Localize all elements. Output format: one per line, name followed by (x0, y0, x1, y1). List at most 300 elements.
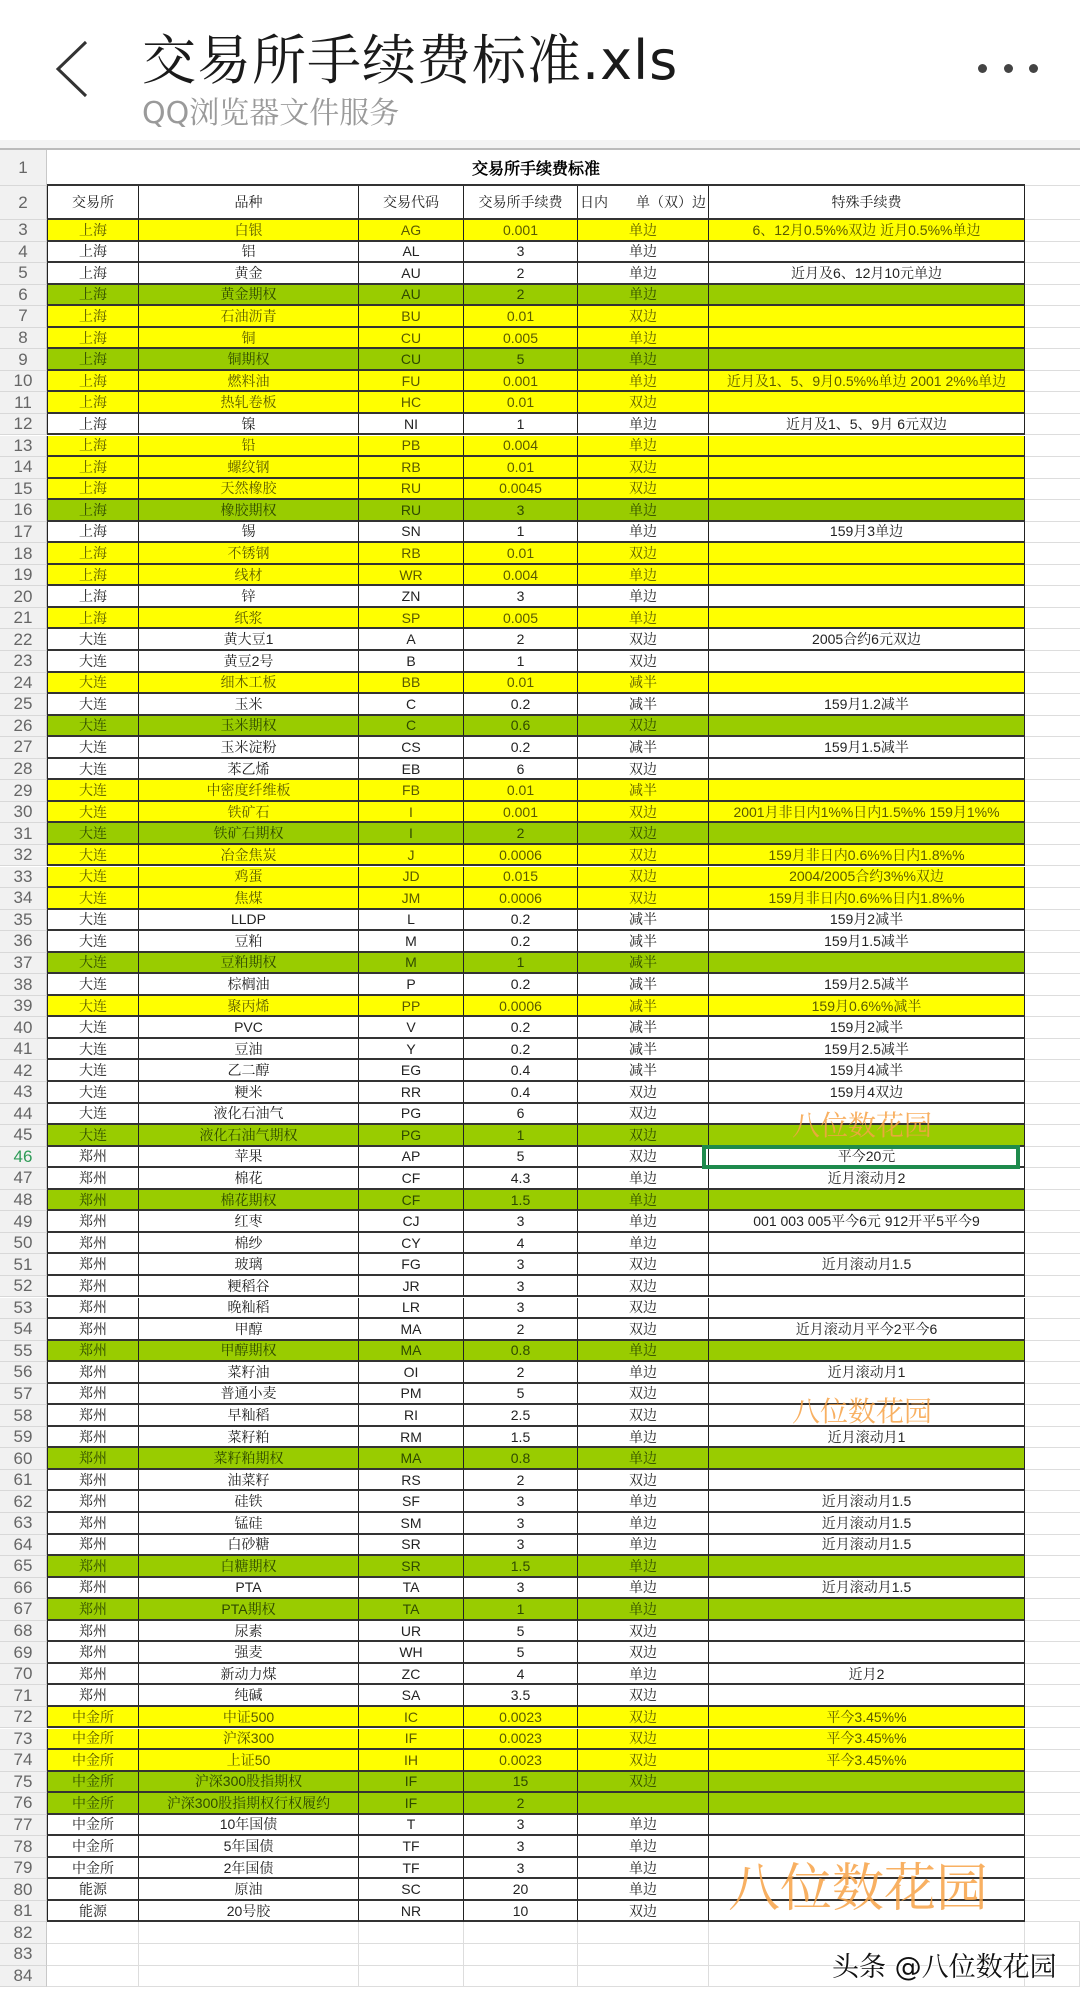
cell-special[interactable] (709, 457, 1025, 479)
cell-side[interactable]: 单边 (578, 263, 709, 285)
cell-exchange[interactable]: 中金所 (47, 1729, 139, 1751)
cell-code[interactable]: T (359, 1815, 464, 1837)
cell[interactable] (139, 1966, 359, 1988)
cell-side[interactable]: 双边 (578, 823, 709, 845)
cell-product[interactable]: 棉花期权 (139, 1190, 359, 1212)
cell[interactable] (1025, 823, 1080, 845)
cell-side[interactable]: 双边 (578, 1125, 709, 1147)
cell-product[interactable]: 普通小麦 (139, 1384, 359, 1406)
row-number[interactable]: 29 (0, 780, 47, 802)
cell-side[interactable]: 双边 (578, 651, 709, 673)
cell-special[interactable] (709, 1448, 1025, 1470)
cell-code[interactable]: NR (359, 1901, 464, 1923)
cell-fee[interactable]: 1 (464, 1599, 578, 1621)
cell-fee[interactable]: 0.2 (464, 737, 578, 759)
cell-exchange[interactable]: 能源 (47, 1879, 139, 1901)
cell-special[interactable]: 近月滚动月1 (709, 1427, 1025, 1449)
row-number[interactable]: 83 (0, 1944, 47, 1966)
cell-exchange[interactable]: 郑州 (47, 1276, 139, 1298)
cell-code[interactable]: RB (359, 457, 464, 479)
cell-exchange[interactable]: 郑州 (47, 1642, 139, 1664)
cell-special[interactable]: 近月及1、5、9月 6元双边 (709, 414, 1025, 436)
cell-exchange[interactable]: 上海 (47, 479, 139, 501)
cell-product[interactable]: 10年国债 (139, 1815, 359, 1837)
cell-fee[interactable]: 3 (464, 1578, 578, 1600)
cell[interactable] (1025, 931, 1080, 953)
cell-side[interactable]: 单边 (578, 1513, 709, 1535)
cell-special[interactable] (709, 1341, 1025, 1363)
cell-fee[interactable]: 2 (464, 1793, 578, 1815)
cell-exchange[interactable]: 大连 (47, 651, 139, 673)
cell-code[interactable]: C (359, 694, 464, 716)
cell-side[interactable]: 双边 (578, 1147, 709, 1169)
cell-special[interactable]: 平今3.45%% (709, 1750, 1025, 1772)
cell-side[interactable]: 单边 (578, 1879, 709, 1901)
row-number[interactable]: 78 (0, 1836, 47, 1858)
cell-fee[interactable]: 0.004 (464, 436, 578, 458)
row-number[interactable]: 21 (0, 608, 47, 630)
cell-exchange[interactable]: 上海 (47, 285, 139, 307)
cell-special[interactable] (709, 349, 1025, 371)
more-menu-button[interactable] (978, 60, 1038, 76)
cell[interactable] (1025, 1815, 1080, 1837)
cell[interactable] (359, 1944, 464, 1966)
cell-product[interactable]: 粳稻谷 (139, 1276, 359, 1298)
cell-code[interactable]: RS (359, 1470, 464, 1492)
cell-code[interactable]: TF (359, 1858, 464, 1880)
cell-fee[interactable]: 5 (464, 1642, 578, 1664)
cell-code[interactable]: CU (359, 349, 464, 371)
cell-product[interactable]: 螺纹钢 (139, 457, 359, 479)
cell-side[interactable]: 减半 (578, 673, 709, 695)
cell-special[interactable] (709, 608, 1025, 630)
cell-side[interactable]: 减半 (578, 931, 709, 953)
row-number[interactable]: 51 (0, 1254, 47, 1276)
cell-special[interactable]: 2001月非日内1%%日内1.5%% 159月1%% (709, 802, 1025, 824)
cell-side[interactable]: 双边 (578, 1298, 709, 1320)
cell-fee[interactable]: 0.2 (464, 1039, 578, 1061)
cell-code[interactable]: CS (359, 737, 464, 759)
cell-fee[interactable]: 6 (464, 1104, 578, 1126)
cell-side[interactable]: 减半 (578, 1017, 709, 1039)
cell-code[interactable]: PG (359, 1125, 464, 1147)
cell-side[interactable]: 单边 (578, 565, 709, 587)
cell-special[interactable]: 近月滚动月1 (709, 1362, 1025, 1384)
cell-special[interactable] (709, 479, 1025, 501)
cell[interactable] (1025, 845, 1080, 867)
cell-code[interactable]: I (359, 823, 464, 845)
cell-product[interactable]: 2年国债 (139, 1858, 359, 1880)
cell-product[interactable]: 锰硅 (139, 1513, 359, 1535)
cell-side[interactable]: 单边 (578, 1211, 709, 1233)
cell-exchange[interactable]: 郑州 (47, 1685, 139, 1707)
cell-code[interactable]: LR (359, 1298, 464, 1320)
row-number[interactable]: 55 (0, 1341, 47, 1363)
cell-code[interactable]: SR (359, 1556, 464, 1578)
cell-product[interactable]: 玻璃 (139, 1254, 359, 1276)
cell-exchange[interactable]: 郑州 (47, 1254, 139, 1276)
cell[interactable] (1025, 694, 1080, 716)
row-number[interactable]: 22 (0, 629, 47, 651)
cell-exchange[interactable]: 大连 (47, 716, 139, 738)
cell-special[interactable]: 近月滚动月1.5 (709, 1578, 1025, 1600)
cell[interactable] (139, 1922, 359, 1944)
cell-product[interactable]: 石油沥青 (139, 306, 359, 328)
cell-fee[interactable]: 0.4 (464, 1082, 578, 1104)
cell-code[interactable]: ZN (359, 586, 464, 608)
cell[interactable] (1025, 1750, 1080, 1772)
cell-product[interactable]: 菜籽粕期权 (139, 1448, 359, 1470)
cell[interactable] (1025, 608, 1080, 630)
cell-side[interactable]: 双边 (578, 1082, 709, 1104)
cell-side[interactable]: 双边 (578, 306, 709, 328)
cell-side[interactable]: 单边 (578, 1535, 709, 1557)
cell-fee[interactable]: 0.01 (464, 673, 578, 695)
cell-product[interactable]: 棉花 (139, 1168, 359, 1190)
row-number[interactable]: 70 (0, 1664, 47, 1686)
cell-exchange[interactable]: 大连 (47, 1017, 139, 1039)
cell-code[interactable]: J (359, 845, 464, 867)
row-number[interactable]: 5 (0, 263, 47, 285)
row-number[interactable]: 24 (0, 673, 47, 695)
cell-fee[interactable]: 0.2 (464, 974, 578, 996)
cell-fee[interactable]: 6 (464, 759, 578, 781)
cell-side[interactable]: 单边 (578, 1362, 709, 1384)
cell-exchange[interactable]: 大连 (47, 931, 139, 953)
row-number[interactable]: 25 (0, 694, 47, 716)
cell-fee[interactable]: 15 (464, 1772, 578, 1794)
cell-code[interactable]: RU (359, 479, 464, 501)
cell[interactable] (1025, 1879, 1080, 1901)
cell-product[interactable]: 沪深300股指期权 (139, 1772, 359, 1794)
cell-product[interactable]: 不锈钢 (139, 543, 359, 565)
cell-product[interactable]: 黄金期权 (139, 285, 359, 307)
cell[interactable] (47, 1966, 139, 1988)
cell[interactable] (1025, 1664, 1080, 1686)
cell-exchange[interactable]: 郑州 (47, 1233, 139, 1255)
row-number[interactable]: 48 (0, 1190, 47, 1212)
cell-exchange[interactable]: 郑州 (47, 1384, 139, 1406)
cell-exchange[interactable]: 上海 (47, 522, 139, 544)
row-number[interactable]: 37 (0, 953, 47, 975)
cell[interactable] (1025, 1858, 1080, 1880)
cell-fee[interactable]: 5 (464, 1384, 578, 1406)
cell-fee[interactable]: 3 (464, 1815, 578, 1837)
cell[interactable] (464, 1922, 578, 1944)
cell[interactable] (1025, 953, 1080, 975)
cell-product[interactable]: 20号胶 (139, 1901, 359, 1923)
cell-fee[interactable]: 0.004 (464, 565, 578, 587)
cell[interactable] (1025, 1491, 1080, 1513)
row-number[interactable]: 33 (0, 867, 47, 889)
cell-special[interactable] (709, 586, 1025, 608)
cell-side[interactable]: 单边 (578, 608, 709, 630)
cell-product[interactable]: 原油 (139, 1879, 359, 1901)
cell-product[interactable]: 纸浆 (139, 608, 359, 630)
cell-code[interactable]: MA (359, 1448, 464, 1470)
row-number[interactable]: 20 (0, 586, 47, 608)
cell-code[interactable]: CJ (359, 1211, 464, 1233)
cell-fee[interactable]: 0.005 (464, 328, 578, 350)
cell-special[interactable] (709, 1233, 1025, 1255)
cell-exchange[interactable]: 上海 (47, 371, 139, 393)
cell-side[interactable]: 单边 (578, 1858, 709, 1880)
row-number[interactable]: 72 (0, 1707, 47, 1729)
cell-side[interactable]: 双边 (578, 1642, 709, 1664)
cell-code[interactable]: AP (359, 1147, 464, 1169)
cell-fee[interactable]: 3 (464, 1491, 578, 1513)
cell[interactable] (1025, 1427, 1080, 1449)
cell-product[interactable]: 5年国债 (139, 1836, 359, 1858)
cell-exchange[interactable]: 上海 (47, 220, 139, 242)
cell-product[interactable]: 铅 (139, 436, 359, 458)
cell-code[interactable]: I (359, 802, 464, 824)
row-number[interactable]: 43 (0, 1082, 47, 1104)
cell-exchange[interactable]: 郑州 (47, 1427, 139, 1449)
cell-fee[interactable]: 1.5 (464, 1556, 578, 1578)
cell-special[interactable]: 近月滚动月1.5 (709, 1254, 1025, 1276)
cell[interactable] (139, 1944, 359, 1966)
cell-side[interactable]: 单边 (578, 1448, 709, 1470)
cell-code[interactable]: JD (359, 867, 464, 889)
cell-special[interactable] (709, 673, 1025, 695)
row-number[interactable]: 7 (0, 306, 47, 328)
cell-code[interactable]: PG (359, 1104, 464, 1126)
cell-product[interactable]: 黄大豆1 (139, 629, 359, 651)
cell-special[interactable]: 平今3.45%% (709, 1707, 1025, 1729)
cell-product[interactable]: 鸡蛋 (139, 867, 359, 889)
cell-code[interactable]: PB (359, 436, 464, 458)
cell-product[interactable]: 棕榈油 (139, 974, 359, 996)
cell-product[interactable]: 线材 (139, 565, 359, 587)
row-number[interactable]: 68 (0, 1621, 47, 1643)
cell-side[interactable]: 单边 (578, 1491, 709, 1513)
row-number[interactable]: 31 (0, 823, 47, 845)
cell-special[interactable] (709, 543, 1025, 565)
cell-fee[interactable]: 3 (464, 586, 578, 608)
cell-special[interactable]: 平今20元 (709, 1147, 1025, 1169)
cell[interactable] (1025, 759, 1080, 781)
cell-exchange[interactable]: 大连 (47, 673, 139, 695)
cell-code[interactable]: EG (359, 1060, 464, 1082)
cell-product[interactable]: 菜籽粕 (139, 1427, 359, 1449)
cell-exchange[interactable]: 大连 (47, 694, 139, 716)
cell-code[interactable]: AU (359, 285, 464, 307)
row-number[interactable]: 84 (0, 1966, 47, 1988)
cell-product[interactable]: 硅铁 (139, 1491, 359, 1513)
cell-side[interactable]: 双边 (578, 543, 709, 565)
cell-special[interactable] (709, 1556, 1025, 1578)
cell-fee[interactable]: 0.01 (464, 306, 578, 328)
cell-product[interactable]: 焦煤 (139, 888, 359, 910)
cell-product[interactable]: 纯碱 (139, 1685, 359, 1707)
row-number[interactable]: 27 (0, 737, 47, 759)
cell-product[interactable]: 粳米 (139, 1082, 359, 1104)
cell-exchange[interactable]: 大连 (47, 974, 139, 996)
row-number[interactable]: 14 (0, 457, 47, 479)
cell-exchange[interactable]: 大连 (47, 910, 139, 932)
cell[interactable] (1025, 479, 1080, 501)
cell-special[interactable]: 159月1.5减半 (709, 931, 1025, 953)
cell[interactable] (1025, 1922, 1080, 1944)
cell-fee[interactable]: 3 (464, 1535, 578, 1557)
cell-side[interactable]: 减半 (578, 953, 709, 975)
cell-special[interactable]: 159月0.6%%减半 (709, 996, 1025, 1018)
cell-product[interactable]: 聚丙烯 (139, 996, 359, 1018)
cell-exchange[interactable]: 郑州 (47, 1535, 139, 1557)
cell-side[interactable]: 单边 (578, 1190, 709, 1212)
cell-special[interactable]: 159月2减半 (709, 1017, 1025, 1039)
cell-special[interactable] (709, 1793, 1025, 1815)
header-fee[interactable]: 交易所手续费 (464, 186, 578, 220)
row-number[interactable]: 49 (0, 1211, 47, 1233)
cell-exchange[interactable]: 郑州 (47, 1405, 139, 1427)
cell-special[interactable] (709, 1190, 1025, 1212)
cell[interactable] (359, 1922, 464, 1944)
cell-product[interactable]: 铁矿石 (139, 802, 359, 824)
cell[interactable] (1025, 565, 1080, 587)
row-number[interactable]: 54 (0, 1319, 47, 1341)
cell-side[interactable]: 双边 (578, 716, 709, 738)
cell[interactable] (1025, 1621, 1080, 1643)
cell-special[interactable]: 159月2.5减半 (709, 1039, 1025, 1061)
cell[interactable] (1025, 1341, 1080, 1363)
cell-code[interactable]: SF (359, 1491, 464, 1513)
cell[interactable] (1025, 673, 1080, 695)
cell-fee[interactable]: 4 (464, 1664, 578, 1686)
cell-fee[interactable]: 5 (464, 349, 578, 371)
cell-code[interactable]: OI (359, 1362, 464, 1384)
cell-side[interactable]: 单边 (578, 1815, 709, 1837)
cell[interactable] (359, 1966, 464, 1988)
row-number[interactable]: 23 (0, 651, 47, 673)
cell-fee[interactable]: 3 (464, 1836, 578, 1858)
row-number[interactable]: 63 (0, 1513, 47, 1535)
cell-exchange[interactable]: 郑州 (47, 1147, 139, 1169)
cell-fee[interactable]: 1.5 (464, 1427, 578, 1449)
cell[interactable] (1025, 1362, 1080, 1384)
cell-special[interactable] (709, 823, 1025, 845)
cell[interactable] (1025, 1233, 1080, 1255)
cell-special[interactable]: 近月滚动月1.5 (709, 1535, 1025, 1557)
row-number[interactable]: 79 (0, 1858, 47, 1880)
cell-code[interactable]: AL (359, 242, 464, 264)
row-number[interactable]: 19 (0, 565, 47, 587)
row-number[interactable]: 10 (0, 371, 47, 393)
cell-special[interactable] (709, 306, 1025, 328)
cell-code[interactable]: SA (359, 1685, 464, 1707)
cell-fee[interactable]: 2 (464, 1362, 578, 1384)
cell[interactable] (1025, 242, 1080, 264)
cell-product[interactable]: 白糖期权 (139, 1556, 359, 1578)
cell-special[interactable] (709, 716, 1025, 738)
cell-side[interactable]: 双边 (578, 845, 709, 867)
cell-special[interactable]: 159月2减半 (709, 910, 1025, 932)
cell[interactable] (1025, 522, 1080, 544)
cell-exchange[interactable]: 大连 (47, 867, 139, 889)
cell-side[interactable]: 单边 (578, 1168, 709, 1190)
cell[interactable] (1025, 1082, 1080, 1104)
cell-product[interactable]: 锡 (139, 522, 359, 544)
cell[interactable] (1025, 780, 1080, 802)
cell-product[interactable]: 铜期权 (139, 349, 359, 371)
cell-exchange[interactable]: 大连 (47, 888, 139, 910)
cell-fee[interactable]: 2.5 (464, 1405, 578, 1427)
spreadsheet[interactable] (0, 140, 1080, 1997)
cell-side[interactable]: 单边 (578, 1836, 709, 1858)
cell-exchange[interactable]: 郑州 (47, 1168, 139, 1190)
cell-fee[interactable]: 3 (464, 1298, 578, 1320)
cell-fee[interactable]: 0.2 (464, 910, 578, 932)
cell[interactable] (1025, 371, 1080, 393)
cell-side[interactable]: 减半 (578, 780, 709, 802)
cell-side[interactable]: 减半 (578, 737, 709, 759)
cell-fee[interactable]: 3.5 (464, 1685, 578, 1707)
cell-special[interactable] (709, 436, 1025, 458)
cell[interactable] (1025, 1211, 1080, 1233)
cell-fee[interactable]: 3 (464, 1254, 578, 1276)
cell-exchange[interactable]: 郑州 (47, 1211, 139, 1233)
cell-code[interactable]: FG (359, 1254, 464, 1276)
row-number[interactable]: 76 (0, 1793, 47, 1815)
cell-special[interactable]: 近月滚动月2 (709, 1168, 1025, 1190)
cell-exchange[interactable]: 郑州 (47, 1470, 139, 1492)
cell-side[interactable]: 单边 (578, 371, 709, 393)
cell-side[interactable]: 单边 (578, 1427, 709, 1449)
row-number[interactable]: 44 (0, 1104, 47, 1126)
cell-code[interactable]: C (359, 716, 464, 738)
cell-exchange[interactable]: 郑州 (47, 1190, 139, 1212)
cell-product[interactable]: 沪深300股指期权行权履约 (139, 1793, 359, 1815)
row-number[interactable]: 67 (0, 1599, 47, 1621)
cell[interactable] (1025, 1470, 1080, 1492)
cell[interactable] (1025, 651, 1080, 673)
cell-fee[interactable]: 5 (464, 1621, 578, 1643)
row-number[interactable]: 34 (0, 888, 47, 910)
cell[interactable] (1025, 1254, 1080, 1276)
cell-product[interactable]: 白砂糖 (139, 1535, 359, 1557)
cell-code[interactable]: IC (359, 1707, 464, 1729)
cell-code[interactable]: AU (359, 263, 464, 285)
cell[interactable] (1025, 1642, 1080, 1664)
cell-exchange[interactable]: 上海 (47, 565, 139, 587)
cell[interactable] (1025, 867, 1080, 889)
cell[interactable] (578, 1922, 709, 1944)
cell-code[interactable]: WH (359, 1642, 464, 1664)
cell-fee[interactable]: 10 (464, 1901, 578, 1923)
cell[interactable] (1025, 1125, 1080, 1147)
cell-product[interactable]: 沪深300 (139, 1729, 359, 1751)
cell-fee[interactable]: 2 (464, 1319, 578, 1341)
row-number[interactable]: 36 (0, 931, 47, 953)
cell-exchange[interactable]: 中金所 (47, 1815, 139, 1837)
row-number[interactable]: 77 (0, 1815, 47, 1837)
cell-fee[interactable]: 0.2 (464, 694, 578, 716)
cell-exchange[interactable]: 上海 (47, 436, 139, 458)
cell-fee[interactable]: 1 (464, 414, 578, 436)
row-number[interactable]: 26 (0, 716, 47, 738)
cell-fee[interactable]: 3 (464, 1513, 578, 1535)
row-number[interactable]: 13 (0, 436, 47, 458)
cell-special[interactable]: 159月1.2减半 (709, 694, 1025, 716)
row-number[interactable]: 53 (0, 1298, 47, 1320)
cell-product[interactable]: 冶金焦炭 (139, 845, 359, 867)
cell-exchange[interactable]: 上海 (47, 392, 139, 414)
cell[interactable] (1025, 220, 1080, 242)
cell[interactable] (1025, 1405, 1080, 1427)
cell[interactable] (1025, 263, 1080, 285)
cell-exchange[interactable]: 大连 (47, 1060, 139, 1082)
